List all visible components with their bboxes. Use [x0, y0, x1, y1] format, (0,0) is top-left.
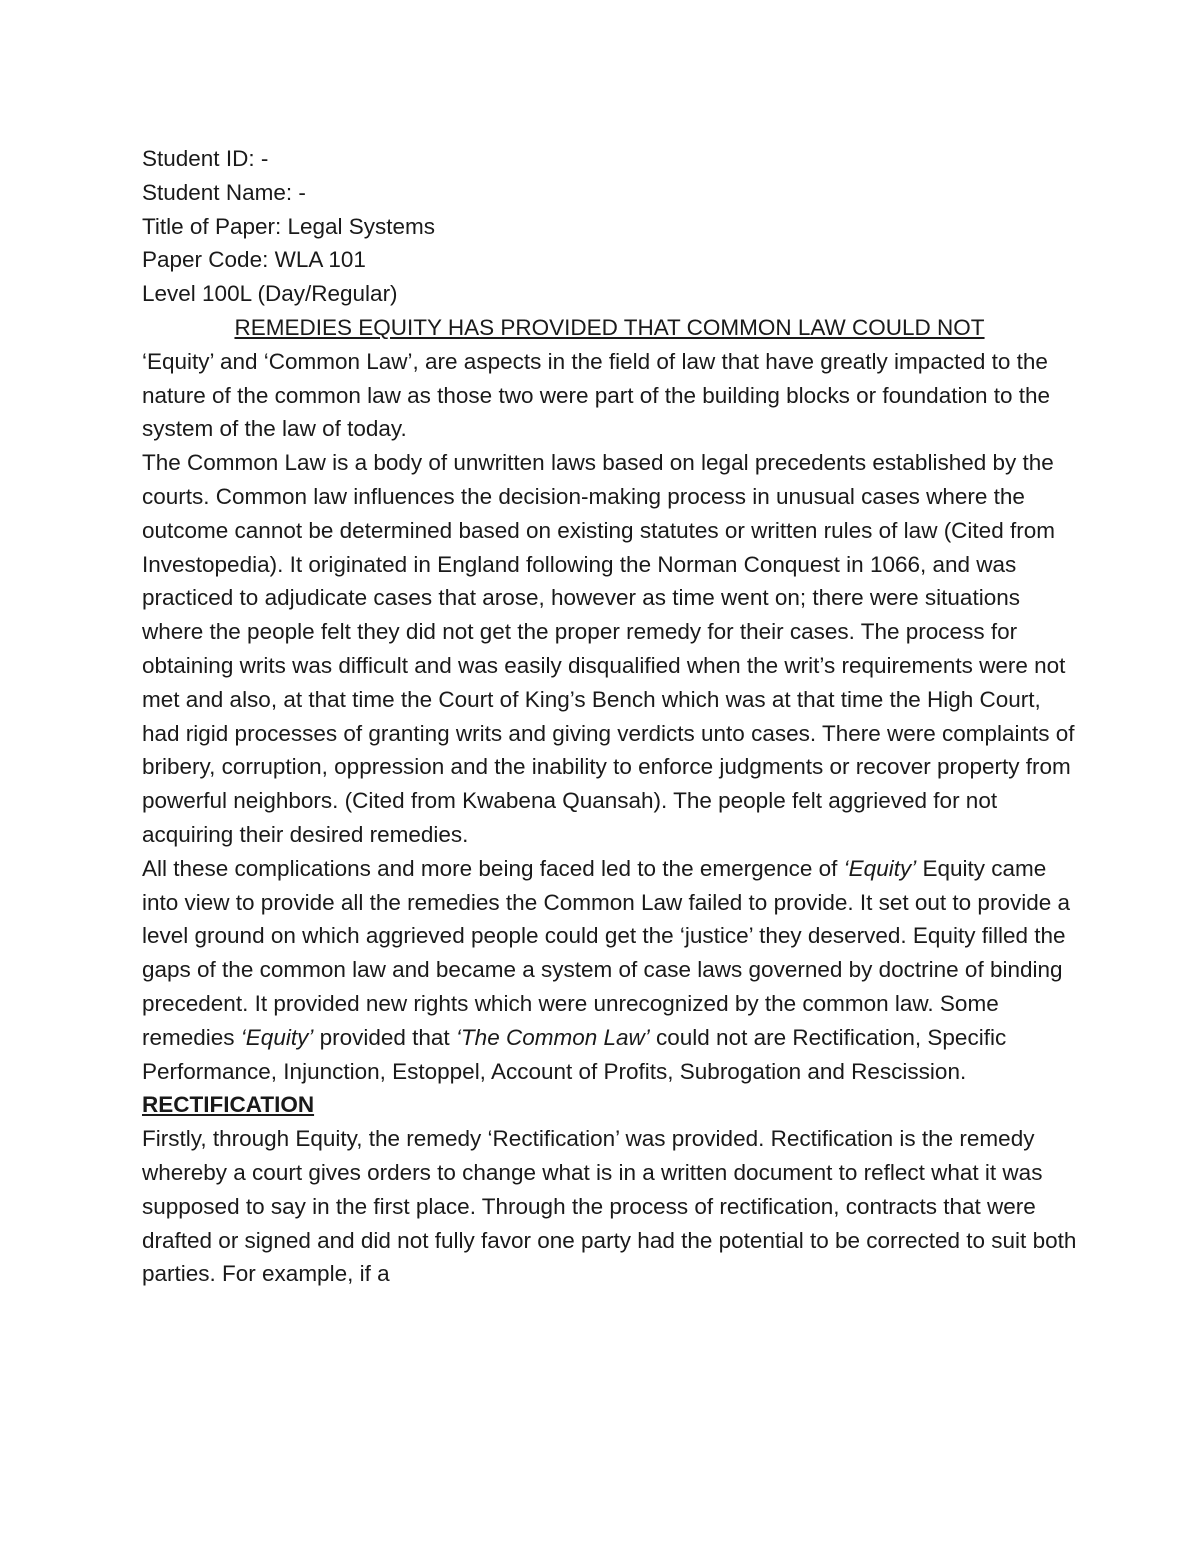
document-title: REMEDIES EQUITY HAS PROVIDED THAT COMMON LAW COULD NOT	[234, 314, 985, 340]
paragraph-common-law: The Common Law is a body of unwritten laws based on legal precedents established by the courts. Common law influences the decision-making process in unusual cases where the outcome cannot be determined based on existing statutes or written rules of law (Cited from Investopedia). It originated in England following the Norman Conquest in 1066, and was practiced to adjudicate cases that arose, however as time went on; there were situations where the people felt they did not get the proper remedy for their cases. The process for obtaining writs was difficult and was easily disqualified when the writ’s requirements were not met and also, at that time the Court of King’s Bench which was at that time the High Court, had rigid processes of granting writs and giving verdicts unto cases. There were complaints of bribery, corruption, oppression and the inability to enforce judgments or recover property from powerful neighbors. (Cited from Kwabena Quansah). The people felt aggrieved for not acquiring their desired remedies.	[142, 450, 1075, 847]
section-heading-rectification: RECTIFICATION	[142, 1092, 315, 1118]
paragraph-equity-text-c: provided that	[313, 1024, 456, 1050]
paper-code-line: Paper Code: WLA 101	[142, 247, 366, 273]
paper-title-line: Title of Paper: Legal Systems	[142, 213, 436, 239]
document-body	[142, 142, 1077, 1291]
level-line: Level 100L (Day/Regular)	[142, 281, 398, 307]
paragraph-rectification: Firstly, through Equity, the remedy ‘Rectification’ was provided. Rectification is the remedy whereby a court gives orders to change what is in a written document to reflect what it was supposed to say in the first place. Through the process of rectification, contracts that were drafted or signed and did not fully favor one party had the potential to be corrected to suit both parties. For example, if a	[142, 1126, 1077, 1287]
student-name-line: Student Name: -	[142, 179, 306, 205]
paragraph-equity-text-a: All these complications and more being faced led to the emergence of	[142, 855, 844, 881]
paragraph-intro: ‘Equity’ and ‘Common Law’, are aspects in the field of law that have greatly impacted to the nature of the common law as those two were part of the building blocks or foundation to the system of the law of today.	[142, 348, 1051, 442]
paragraph-equity-text-d: could not are Rectification, Specific Performance, Injunction, Estoppel, Account of Profits, Subrogation and Rescission.	[142, 1024, 1007, 1084]
equity-emphasis-2: ‘Equity’	[240, 1024, 314, 1050]
paragraph-equity-text-b: Equity came into view to provide all the remedies the Common Law failed to provide. It set out to provide a level ground on which aggrieved people could get the ‘justice’ they deserved. Equity filled the gaps of the common law and became a system of case laws governed by doctrine of binding precedent. It provided new rights which were unrecognized by the common law. Some remedies	[142, 855, 1070, 1050]
student-id-line: Student ID: -	[142, 146, 269, 171]
equity-emphasis: ‘Equity’	[843, 855, 917, 881]
common-law-emphasis: ‘The Common Law’	[455, 1024, 650, 1050]
paragraph-equity-emergence	[142, 852, 1077, 1089]
